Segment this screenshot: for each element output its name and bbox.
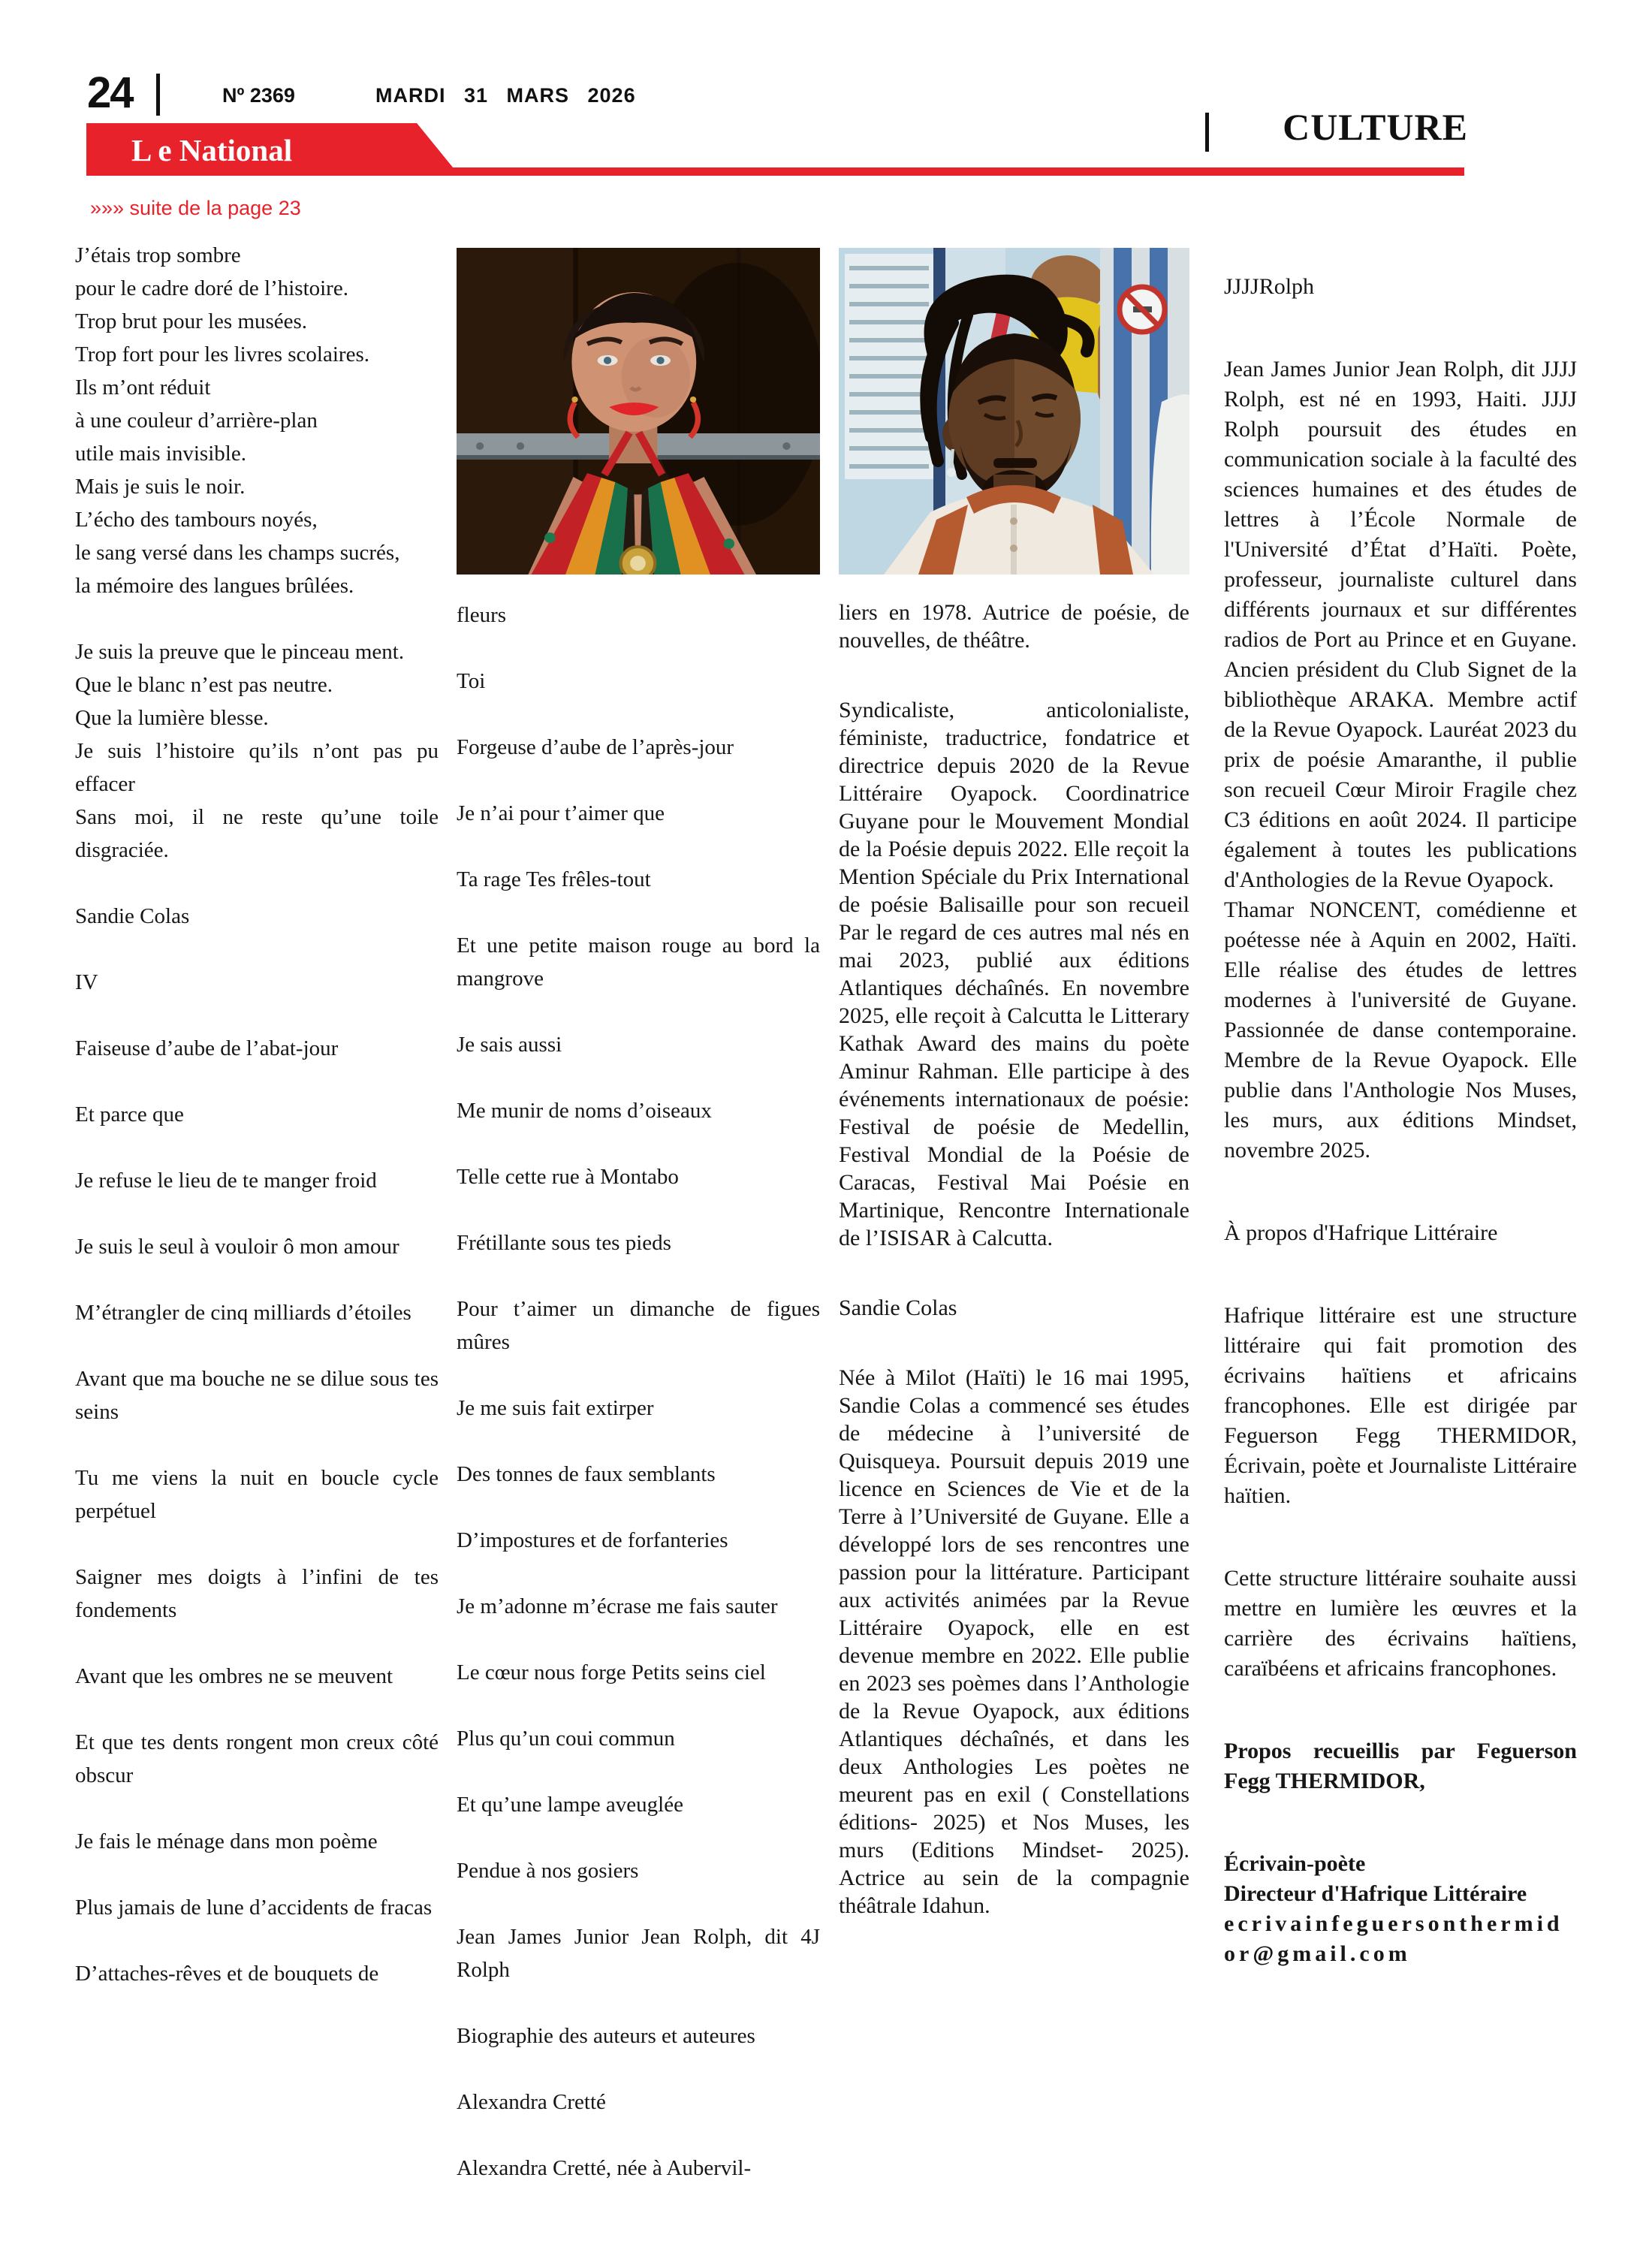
column-bio-2	[1224, 272, 1577, 1969]
poem-line: M’étrangler de cinq milliards d’étoiles	[75, 1301, 411, 1325]
poem-line: la mémoire des langues brûlées.	[75, 574, 354, 598]
poem-line: Me munir de noms d’oiseaux	[457, 1099, 712, 1123]
poem-line: Alexandra Cretté	[457, 2090, 606, 2114]
poem-line: Jean James Junior Jean Rolph, dit 4J Rolph	[457, 1925, 820, 1982]
poem-line: Pendue à nos gosiers	[457, 1859, 639, 1883]
poem-line: D’attaches-rêves et de bouquets de	[75, 1962, 379, 1986]
poem-line: Je n’ai pour t’aimer que	[457, 801, 665, 825]
poem-line: Sans moi, il ne reste qu’une toile disgraciée.	[75, 805, 439, 862]
poem-line: Je sais aussi	[457, 1033, 562, 1057]
bio-paragraph: Sandie Colas	[839, 1295, 957, 1320]
poem-line: Toi	[457, 669, 486, 693]
email-text: ecrivainfeguersonthermidor@gmail.com	[1224, 1911, 1563, 1966]
poem-line: Plus jamais de lune d’accidents de fracas	[75, 1896, 433, 1920]
masthead-banner	[86, 123, 1464, 176]
page-number: 24	[87, 68, 133, 117]
poem-line: Avant que ma bouche ne se dilue sous tes seins	[75, 1367, 439, 1424]
issue-number: Nº 2369	[222, 84, 295, 107]
edition-date: MARDI 31 MARS 2026	[375, 84, 636, 107]
poem-line: Biographie des auteurs et auteures	[457, 2024, 755, 2048]
poem-line: Que le blanc n’est pas neutre.	[75, 673, 333, 697]
poem-line: Je suis l’histoire qu’ils n’ont pas pu effacer	[75, 739, 439, 796]
poem-line: Saigner mes doigts à l’infini de tes fondements	[75, 1565, 439, 1622]
column-poem-1	[75, 239, 439, 1990]
bio-paragraph: liers en 1978. Autrice de poésie, de nouvelles, de théâtre.	[839, 600, 1189, 653]
poem-line: Je suis la preuve que le pinceau ment.	[75, 640, 405, 664]
masthead-red-shape	[86, 123, 1464, 176]
signature-line: Écrivain-poète	[1224, 1851, 1366, 1876]
bio-paragraph: Cette structure littéraire souhaite aussi mettre en lumière les œuvres et la carrière des écrivains haïtiens, caraïbéens et africains francophones.	[1224, 1566, 1577, 1681]
poem-line: utile mais invisible.	[75, 442, 246, 466]
poem-line: Faiseuse d’aube de l’abat-jour	[75, 1036, 339, 1060]
section-divider-bar	[1205, 113, 1209, 152]
poem-line: Je suis le seul à vouloir ô mon amour	[75, 1235, 399, 1259]
poem-line: L’écho des tambours noyés,	[75, 508, 318, 532]
poem-line: pour le cadre doré de l’histoire.	[75, 276, 348, 300]
continuation-note: »»» suite de la page 23	[90, 197, 301, 219]
bio-paragraph: Thamar NONCENT, comédienne et poétesse née à Aquin en 2002, Haïti. Elle réalise des études de lettres modernes à l'université de Guyane. Passionnée de danse contemporaine. Membre de la Revue Oyapock. Elle publie dans l'Anthologie Nos Muses, les murs, aux éditions Mindset, novembre 2025.	[1224, 897, 1577, 1163]
signature-line: Propos recueillis par Feguerson Fegg THERMIDOR,	[1224, 1739, 1577, 1793]
poem-line: Pour t’aimer un dimanche de figues mûres	[457, 1297, 820, 1354]
photo-man-portrait	[839, 248, 1189, 575]
poem-line: Mais je suis le noir.	[75, 475, 246, 499]
poem-line: Et une petite maison rouge au bord la mangrove	[457, 933, 820, 991]
poem-line: Frétillante sous tes pieds	[457, 1231, 671, 1255]
section-title: CULTURE	[1283, 106, 1468, 148]
poem-line: Je refuse le lieu de te manger froid	[75, 1169, 377, 1193]
poem-line: IV	[75, 970, 98, 994]
bio-paragraph: Hafrique littéraire est une structure littéraire qui fait promotion des écrivains haïtiens et africains francophones. Elle est dirigée par Feguerson Fegg THERMIDOR, Écrivain, poète et Journaliste Littéraire haïtien.	[1224, 1303, 1577, 1508]
poem-line: Des tonnes de faux semblants	[457, 1462, 716, 1486]
poem-line: à une couleur d’arrière-plan	[75, 409, 318, 433]
poem-line: Je m’adonne m’écrase me fais sauter	[457, 1594, 778, 1618]
column-poem-2	[457, 248, 820, 2185]
poem-line: Et que tes dents rongent mon creux côté obscur	[75, 1730, 439, 1787]
poem-line: Le cœur nous forge Petits seins ciel	[457, 1660, 766, 1684]
poem-line: Et parce que	[75, 1102, 184, 1126]
photo-woman-portrait	[457, 248, 820, 575]
poem-line: le sang versé dans les champs sucrés,	[75, 541, 400, 565]
poem-line: Trop brut pour les musées.	[75, 309, 308, 333]
poem-line: Trop fort pour les livres scolaires.	[75, 342, 369, 366]
poem-line: Alexandra Cretté, née à Aubervil-	[457, 2156, 752, 2180]
bio-paragraph: Née à Milot (Haïti) le 16 mai 1995, Sandie Colas a commencé ses études de médecine à l’université de Quisqueya. Poursuit depuis 2019 une licence en Sciences de Vie et de la Terre à l’Université de Guyane. Elle a développé lors de ses rencontres une passion pour la littérature. Participant aux activités animées par la Revue Littéraire Oyapock, elle en est devenue membre en 2022. Elle publie en 2023 ses poèmes dans l’Anthologie de la Revue Oyapock, aux éditions Atlantiques déchaînés, et dans les deux Anthologies Les poètes ne meurent pas en exil ( Constellations éditions- 2025) et Nos Muses, les murs (Editions Mindset- 2025). Actrice au sein de la compagnie théâtrale Idahun.	[839, 1365, 1189, 1918]
poem-line: Plus qu’un coui commun	[457, 1727, 675, 1751]
poem-line: D’impostures et de forfanteries	[457, 1528, 728, 1552]
poem-line: Je me suis fait extirper	[457, 1396, 654, 1420]
masthead-title: L e National	[131, 133, 293, 167]
poem-line: J’étais trop sombre	[75, 243, 241, 267]
poem-line: Ta rage Tes frêles-tout	[457, 867, 651, 891]
poem-line: fleurs	[457, 603, 507, 627]
poem-line: Avant que les ombres ne se meuvent	[75, 1664, 393, 1688]
page-number-divider	[156, 74, 160, 116]
poem-line: Forgeuse d’aube de l’après-jour	[457, 735, 734, 759]
poem-line: Tu me viens la nuit en boucle cycle perpétuel	[75, 1466, 439, 1523]
poem-line: Je fais le ménage dans mon poème	[75, 1829, 378, 1853]
poem-line: Sandie Colas	[75, 904, 190, 928]
poem-line: Que la lumière blesse.	[75, 706, 269, 730]
poem-line: Ils m’ont réduit	[75, 376, 211, 400]
column-bio-1	[839, 248, 1189, 1920]
bio-paragraph: Syndicaliste, anticolonialiste, féministe, traductrice, fondatrice et directrice depuis 2020 de la Revue Littéraire Oyapock. Coordinatrice Guyane pour le Mouvement Mondial de la Poésie depuis 2022. Elle reçoit la Mention Spéciale du Prix International de poésie Balisaille pour son recueil Par le regard de ces autres mal nés en mai 2023, publié aux éditions Atlantiques déchaînés. En novembre 2025, elle reçoit à Calcutta le Litterary Kathak Award des mains du poète Aminur Rahman. Elle participe à des événements internationaux de poésie: Festival de poésie de Medellin, Festival Mondial de la Poésie de Caracas, Festival Mai Poésie en Martinique, Rencontre Internationale de l’ISISAR à Calcutta.	[839, 698, 1189, 1250]
bio-paragraph: JJJJRolph	[1224, 274, 1315, 299]
poem-line: Et qu’une lampe aveuglée	[457, 1793, 683, 1817]
poem-line: Telle cette rue à Montabo	[457, 1165, 679, 1189]
bio-paragraph: Jean James Junior Jean Rolph, dit JJJJ Rolph, est né en 1993, Haiti. JJJJ Rolph poursuit des études en communication sociale à la faculté des sciences humaines et des études de lettres à l’École Normale de l'Université d’État d’Haïti. Poète, professeur, journaliste culturel dans différents journaux et sur différentes radios de Port au Prince et en Guyane. Ancien président du Club Signet de la bibliothèque ARAKA. Membre actif de la Revue Oyapock. Lauréat 2023 du prix de poésie Amaranthe, il publie son recueil Cœur Miroir Fragile chez C3 éditions en août 2024. Il participe également à toutes les publications d'Anthologies de la Revue Oyapock.	[1224, 357, 1577, 892]
signature-line: Directeur d'Hafrique Littéraire	[1224, 1881, 1527, 1906]
bio-paragraph: À propos d'Hafrique Littéraire	[1224, 1220, 1498, 1245]
